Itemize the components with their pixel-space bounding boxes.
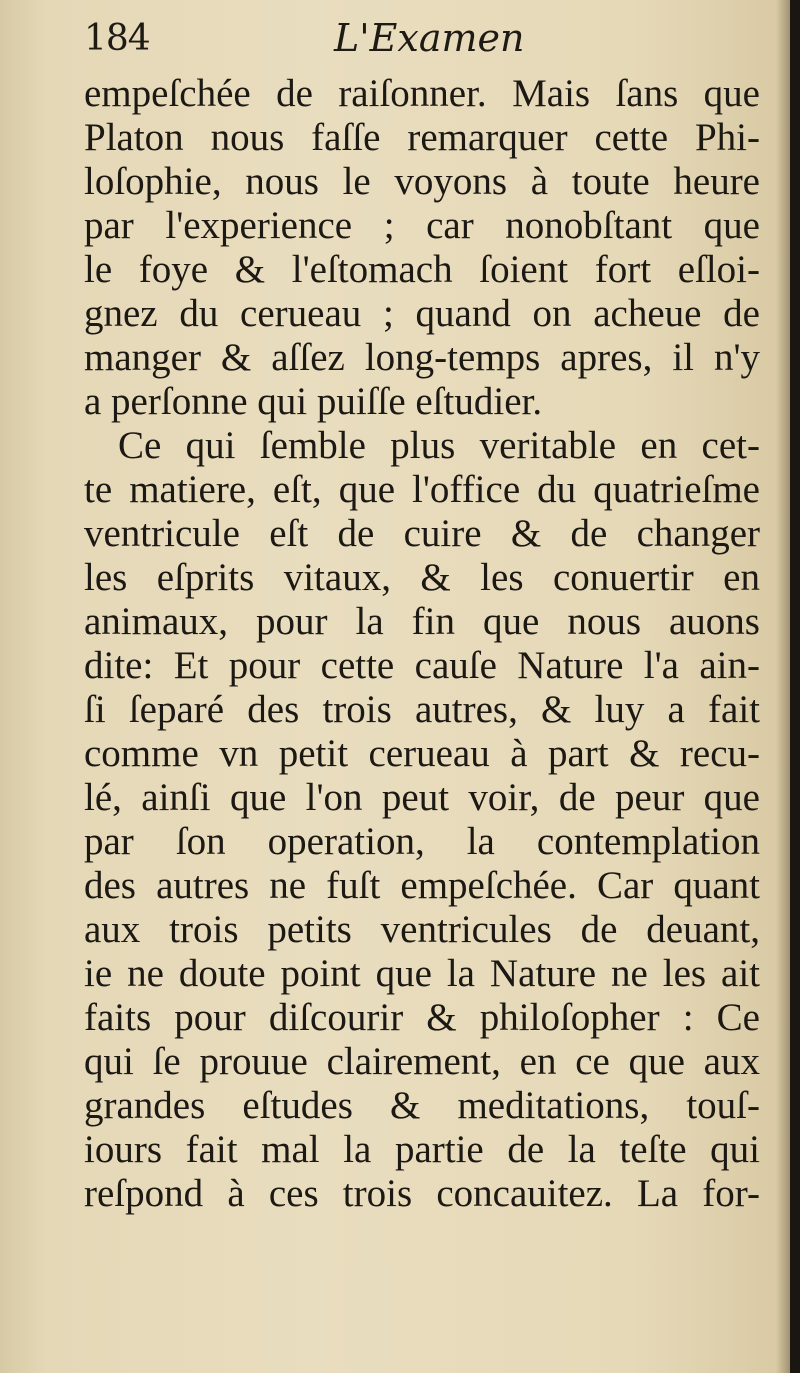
- text-line: des autres ne fuſt empeſchée. Car quant: [84, 864, 760, 907]
- text-line: reſpond à ces trois concauitez. La for-: [84, 1172, 760, 1215]
- text-line: par ſon operation, la contemplation: [84, 820, 760, 863]
- text-line: les eſprits vitaux, & les conuertir en: [84, 556, 760, 599]
- text-line: lé, ainſi que l'on peut voir, de peur que: [84, 776, 760, 819]
- running-head: L'Examen: [334, 16, 525, 60]
- text-line: par l'experience ; car nonobſtant que: [84, 204, 760, 247]
- text-line: manger & aſſez long-temps apres, il n'y: [84, 336, 760, 379]
- text-line: qui ſe prouue clairement, en ce que aux: [84, 1040, 760, 1083]
- text-line: gnez du cerueau ; quand on acheue de: [84, 292, 760, 335]
- text-line: faits pour diſcourir & philoſopher : Ce: [84, 996, 760, 1039]
- page-edge-shadow: [790, 0, 800, 1373]
- text-line: ie ne doute point que la Nature ne les ait: [84, 952, 760, 995]
- text-line: iours fait mal la partie de la teſte qui: [84, 1128, 760, 1171]
- text-line: empeſchée de raiſonner. Mais ſans que: [84, 72, 760, 115]
- text-line: le foye & l'eſtomach ſoient fort eſloi-: [84, 248, 760, 291]
- text-line: Ce qui ſemble plus veritable en cet-: [118, 424, 760, 467]
- text-line: ventricule eſt de cuire & de changer: [84, 512, 760, 555]
- text-line: te matiere, eſt, que l'office du quatrieſme: [84, 468, 760, 511]
- text-line: comme vn petit cerueau à part & recu-: [84, 732, 760, 775]
- text-line: Platon nous faſſe remarquer cette Phi-: [84, 116, 760, 159]
- page-number: 184: [84, 18, 150, 59]
- page-header: [84, 18, 744, 78]
- text-line: a perſonne qui puiſſe eſtudier.: [84, 380, 543, 423]
- text-line: aux trois petits ventricules de deuant,: [84, 908, 760, 951]
- text-line: loſophie, nous le voyons à toute heure: [84, 160, 760, 203]
- text-line: animaux, pour la fin que nous auons: [84, 600, 760, 643]
- text-line: grandes eſtudes & meditations, touſ-: [84, 1084, 760, 1127]
- text-line: ſi ſeparé des trois autres, & luy a fait: [84, 688, 760, 731]
- body-text: [84, 72, 760, 1216]
- text-line: dite: Et pour cette cauſe Nature l'a ain-: [84, 644, 760, 687]
